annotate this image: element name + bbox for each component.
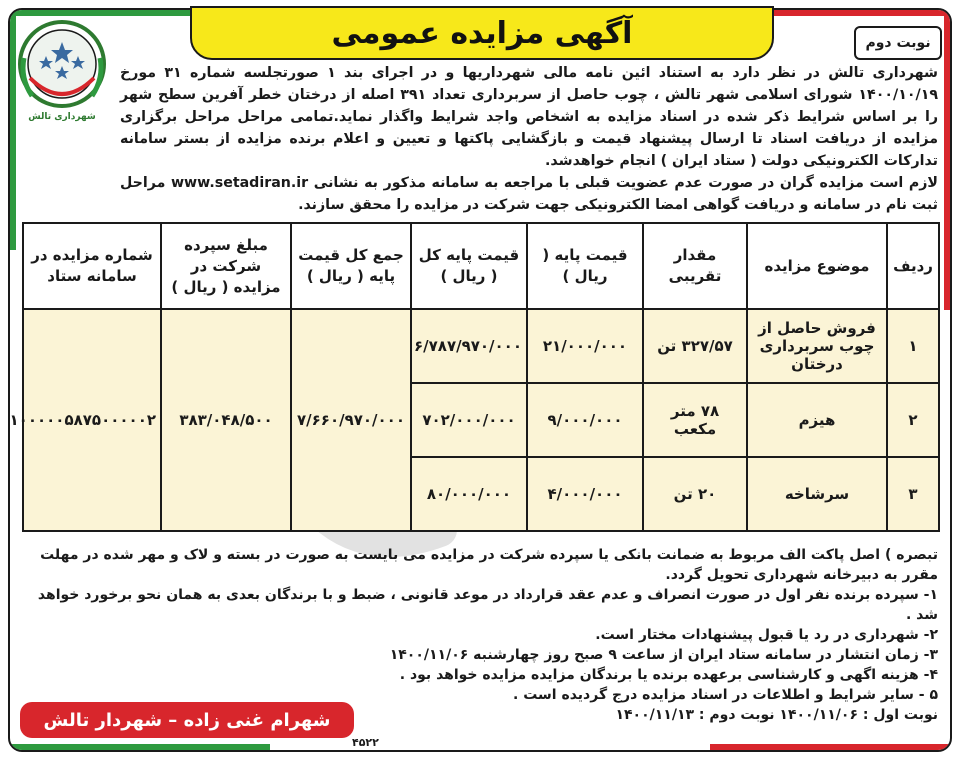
col-header-subject: موضوع مزایده [747,223,887,309]
cell-total-base: ۶/۷۸۷/۹۷۰/۰۰۰ [411,309,527,383]
col-header-base-price: قیمت پایه ( ریال ) [527,223,643,309]
green-stripe-bottom [10,744,270,750]
intro-paragraph: لازم است مزایده گران در صورت عدم عضویت قبلی با مراجعه به سامانه مذکور به نشانی www.setadiran.ir مراحل ثبت نام در سامانه و دریافت گواهی امضا الکترونیکی جهت شرکت در مزایده را محقق سازند. [120,175,938,213]
red-stripe-bottom [710,744,950,750]
col-header-sum-total: جمع کل قیمت پایه ( ریال ) [291,223,411,309]
col-header-row: ردیف [887,223,939,309]
auction-table [9,222,940,532]
cell-sum-total: ۷/۶۶۰/۹۷۰/۰۰۰ [291,309,411,531]
cell-base-price: ۹/۰۰۰/۰۰۰ [527,383,643,457]
note-item: ۳- زمان انتشار در سامانه ستاد ایران از ساعت ۹ صبح روز چهارشنبه ۱۴۰۰/۱۱/۰۶ [389,647,938,663]
intro-text [120,62,938,216]
intro-paragraph: شهرداری تالش در نظر دارد به استناد ائین نامه مالی شهرداریها و در اجرای بند ۱ صورتجلسه شماره ۳۱ مورخ ۱۴۰۰/۱۰/۱۹ شورای اسلامی شهر تالش ، چوب حاصل از سربرداری تعداد ۳۹۱ اصله از درختان خطر آفرین سطح شهر را بر اساس شرایط ذکر شده در اسناد مزایده به اشخاص واجد شرایط واگذار نماید.تمامی مراحل مراحل برگزاری مزایده از دریافت اسناد تا ارسال پیشنهاد قیمت و بازگشایی پاکتها و تعیین و اعلام برنده مزایده از بستر سامانه تدارکات الکترونیکی دولت ( ستاد ایران ) انجام خواهدشد. [120,65,939,169]
col-header-total-base: قیمت پایه کل ( ریال ) [411,223,527,309]
cell-base-price: ۴/۰۰۰/۰۰۰ [527,457,643,531]
round-badge: نوبت دوم [854,26,942,60]
notes-section [20,545,938,725]
table-row [23,309,939,383]
logo-caption: شهرداری تالش [28,112,96,122]
table-header-row [23,223,939,309]
cell-deposit: ۳۸۳/۰۴۸/۵۰۰ [161,309,291,531]
ad-code: ۴۵۲۲ [352,736,379,749]
page-title: آگهی مزایده عمومی [190,6,774,60]
cell-total-base: ۸۰/۰۰۰/۰۰۰ [411,457,527,531]
col-header-auction-no: شماره مزایده در سامانه ستاد [23,223,161,309]
cell-quantity: ۷۸ متر مکعب [643,383,747,457]
note-item: ۴- هزینه اگهی و کارشناسی برعهده برنده یا برندگان مزایده مزایده خواهد بود . [399,667,938,683]
note-item: ۵ - سایر شرایط و اطلاعات در اسناد مزایده درج گردیده است . [513,687,938,703]
cell-base-price: ۲۱/۰۰۰/۰۰۰ [527,309,643,383]
cell-row: ۱ [887,309,939,383]
note-item: ۱- سپرده برنده نفر اول در صورت انصراف و عدم عقد قرارداد در موعد قانونی ، ضبط و با برندگان بعدی به همان نحو برخورد خواهد شد . [37,587,938,623]
red-stripe-right [944,10,950,310]
cell-subject: هیزم [747,383,887,457]
cell-quantity: ۳۲۷/۵۷ تن [643,309,747,383]
note-main: تبصره ) اصل پاکت الف مربوط به ضمانت بانکی یا سپرده شرکت در مزایده می بایست به صورت در بسته و لاک و مهر شده در مهلت مقرر به دبیرخانه شهرداری تحویل گردد. [40,547,938,583]
note-item: ۲- شهرداری در رد یا قبول پیشنهادات مختار است. [595,627,938,643]
green-stripe-top [10,10,190,16]
red-stripe-top [750,10,950,16]
cell-total-base: ۷۰۲/۰۰۰/۰۰۰ [411,383,527,457]
cell-row: ۲ [887,383,939,457]
cell-subject: فروش حاصل از چوب سربرداری درختان [747,309,887,383]
cell-quantity: ۲۰ تن [643,457,747,531]
col-header-quantity: مقدار تقریبی [643,223,747,309]
cell-subject: سرشاخه [747,457,887,531]
publish-dates: نوبت اول : ۱۴۰۰/۱۱/۰۶ نوبت دوم : ۱۴۰۰/۱۱/۱۳ [615,707,938,723]
cell-row: ۳ [887,457,939,531]
col-header-deposit: مبلغ سپرده شرکت در مزایده ( ریال ) [161,223,291,309]
cell-auction-no: ۱۰۰۰۰۰۵۸۷۵۰۰۰۰۰۲ [23,309,161,531]
signature-banner: شهرام غنی زاده – شهردار تالش [20,702,354,738]
